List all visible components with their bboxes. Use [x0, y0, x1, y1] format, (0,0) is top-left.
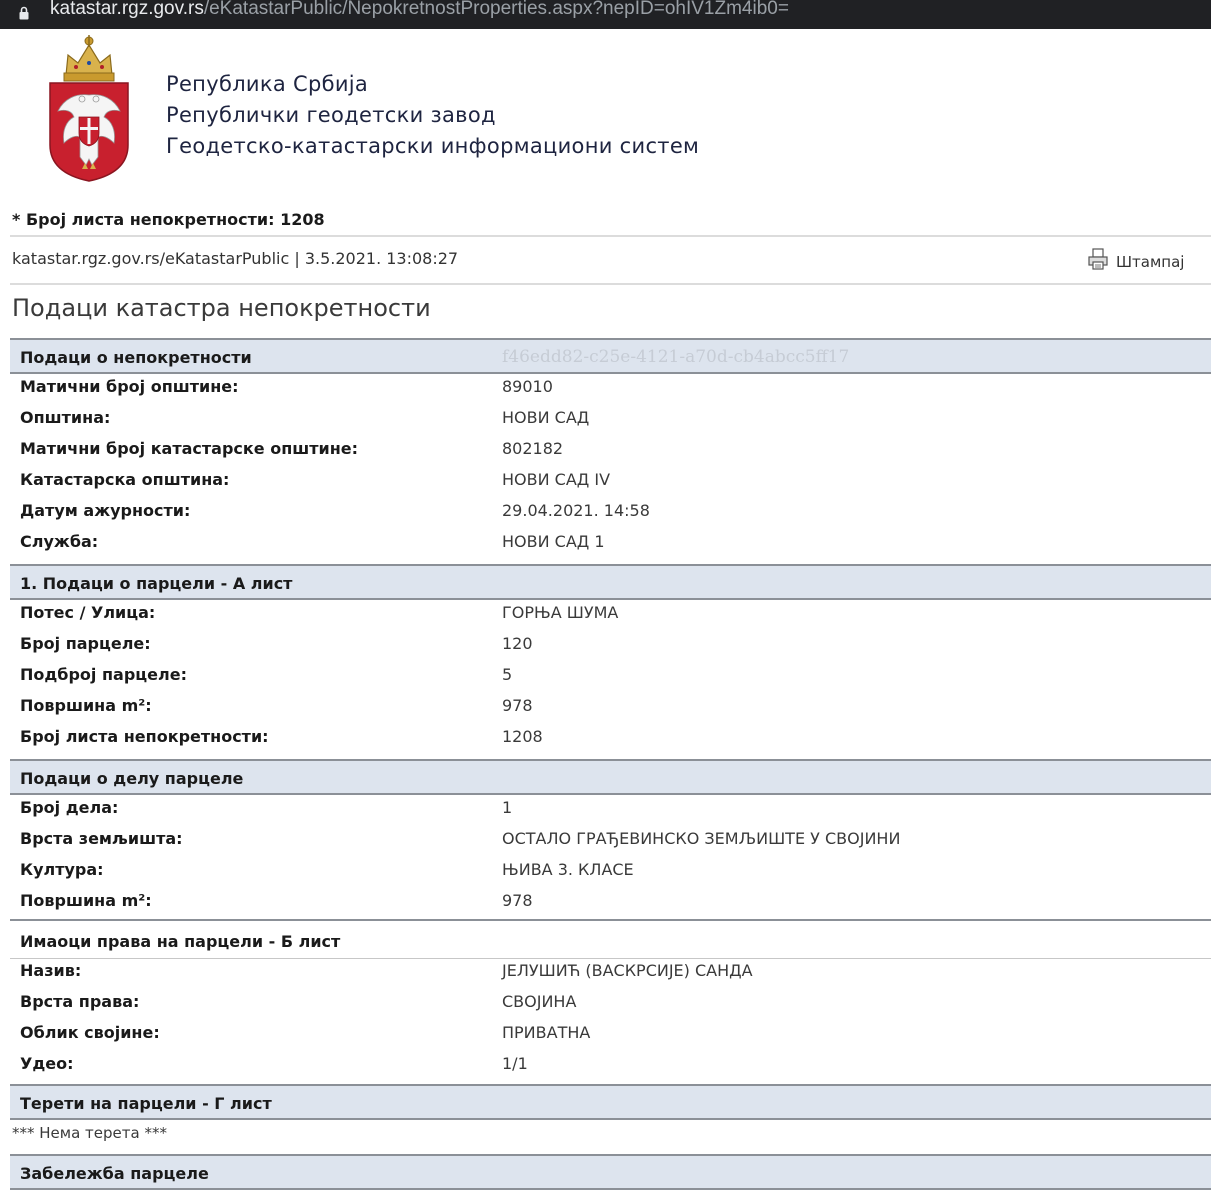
field-label: Потес / Улица: — [20, 603, 156, 622]
serbia-coat-of-arms-logo — [46, 33, 132, 183]
url-host: katastar.rgz.gov.rs — [50, 0, 204, 19]
field-label: Број парцеле: — [20, 634, 151, 653]
no-burdens-note: *** Нема терета *** — [12, 1124, 167, 1142]
header-system: Геодетско-катастарски информациони систем — [166, 134, 700, 158]
field-value: ГОРЊА ШУМА — [502, 603, 619, 622]
divider — [10, 283, 1211, 285]
divider — [10, 235, 1211, 237]
field-value: НОВИ САД IV — [502, 470, 611, 489]
property-guid: f46edd82-c25e-4121-a70d-cb4abcc5ff17 — [502, 347, 850, 367]
field-value: 89010 — [502, 377, 553, 396]
section-title: 1. Подаци о парцели - А лист — [20, 574, 293, 593]
field-label: Број дела: — [20, 798, 119, 817]
section-title: Подаци о делу парцеле — [20, 769, 244, 788]
section-title: Забележба парцеле — [20, 1164, 209, 1183]
section-title: Подаци о непокретности — [20, 348, 252, 367]
field-value: 1/1 — [502, 1054, 528, 1073]
section-title: Терети на парцели - Г лист — [20, 1094, 272, 1113]
field-value: 978 — [502, 891, 533, 910]
field-label: Врста земљишта: — [20, 829, 183, 848]
list-number-heading: * Број листа непокретности: 1208 — [12, 210, 325, 229]
field-value: ЈЕЛУШИЋ (ВАСКРСИЈЕ) САНДА — [502, 961, 753, 980]
url-text[interactable] — [50, 0, 789, 20]
field-label: Општина: — [20, 408, 111, 427]
header-country: Република Србија — [166, 72, 369, 96]
section-header-parcel — [10, 564, 1211, 600]
field-label: Удео: — [20, 1054, 74, 1073]
field-label: Матични број катастарске општине: — [20, 439, 359, 458]
section-header-parcel-part — [10, 759, 1211, 795]
field-label: Облик својине: — [20, 1023, 160, 1042]
field-value: ОСТАЛО ГРАЂЕВИНСКО ЗЕМЉИШТЕ У СВОЈИНИ — [502, 829, 901, 848]
field-label: Површина m²: — [20, 696, 152, 715]
lock-icon — [19, 6, 29, 20]
field-label: Врста права: — [20, 992, 140, 1011]
field-label: Матични број општине: — [20, 377, 239, 396]
field-value: ЊИВА 3. КЛАСЕ — [502, 860, 634, 879]
field-label: Катастарска општина: — [20, 470, 230, 489]
field-label: Подброј парцеле: — [20, 665, 187, 684]
page-title: Подаци катастра непокретности — [12, 294, 431, 322]
url-path: /eKatastarPublic/NepokretnostProperties.aspx?nepID=ohIV1Zm4ib0= — [203, 0, 789, 19]
section-header-parcel-notes — [10, 1154, 1211, 1190]
section-header-burdens — [10, 1084, 1211, 1120]
field-value: 1208 — [502, 727, 543, 746]
field-label: Површина m²: — [20, 891, 152, 910]
section-header-owners — [10, 919, 1211, 959]
field-value: 29.04.2021. 14:58 — [502, 501, 650, 520]
field-label: Служба: — [20, 532, 99, 551]
field-label: Назив: — [20, 961, 82, 980]
field-value: СВОЈИНА — [502, 992, 577, 1011]
header-institution: Републички геодетски завод — [166, 103, 496, 127]
source-timestamp: katastar.rgz.gov.rs/eKatastarPublic | 3.5.2021. 13:08:27 — [12, 249, 459, 268]
section-header-property — [10, 338, 1211, 374]
field-value: НОВИ САД 1 — [502, 532, 605, 551]
field-label: Култура: — [20, 860, 104, 879]
field-value: 5 — [502, 665, 513, 684]
field-value: 1 — [502, 798, 513, 817]
browser-url-bar[interactable] — [0, 0, 1211, 29]
field-value: ПРИВАТНА — [502, 1023, 591, 1042]
print-label: Штампај — [1116, 253, 1185, 271]
field-value: НОВИ САД — [502, 408, 590, 427]
section-title: Имаоци права на парцели - Б лист — [20, 932, 341, 951]
field-value: 120 — [502, 634, 533, 653]
printer-icon — [1088, 248, 1108, 270]
field-label: Број листа непокретности: — [20, 727, 269, 746]
field-value: 978 — [502, 696, 533, 715]
field-value: 802182 — [502, 439, 564, 458]
field-label: Датум ажурности: — [20, 501, 191, 520]
